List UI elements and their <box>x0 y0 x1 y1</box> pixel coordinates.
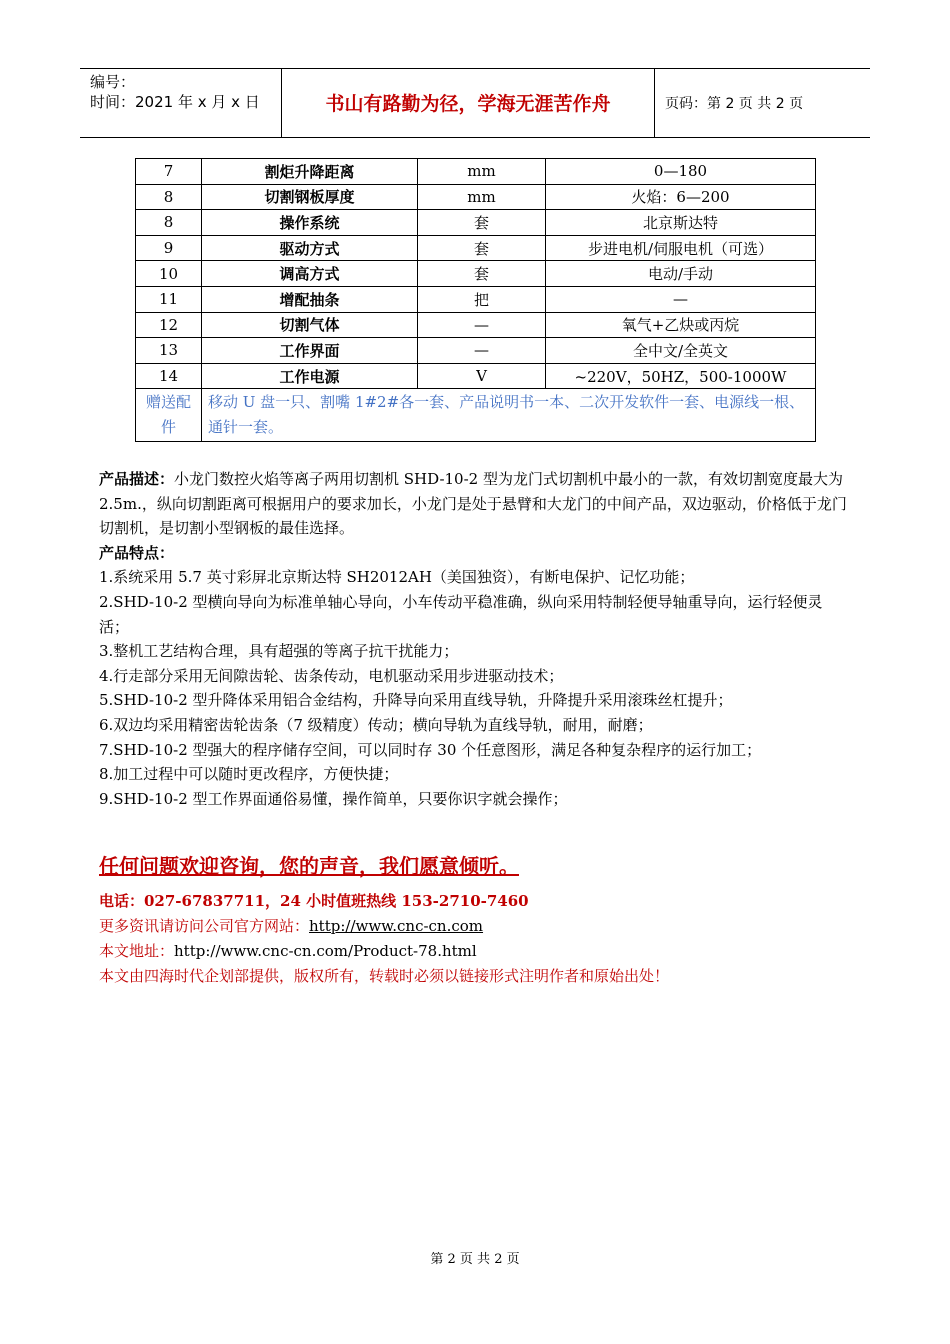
row-name: 调高方式 <box>202 261 418 287</box>
feature-item: 8.加工过程中可以随时更改程序，方便快捷； <box>99 765 399 784</box>
header-meta <box>90 72 260 112</box>
feature-item: 5.SHD-10-2 型升降体采用铝合金结构，升降导向采用直线导轨，升降提升采用滚珠丝杠提升； <box>99 691 733 710</box>
feature-list <box>99 565 849 811</box>
table-row <box>136 159 816 185</box>
website-line <box>99 914 669 939</box>
row-number: 8 <box>136 210 202 236</box>
address-url[interactable]: http://www.cnc-cn.com/Product-78.html <box>174 942 477 960</box>
features-heading: 产品特点： <box>99 543 175 562</box>
table-row <box>136 363 816 389</box>
accessory-text: 移动 U 盘一只、割嘴 1#2#各一套、产品说明书一本、二次开发软件一套、电源线一根、通针一套。 <box>202 389 816 442</box>
feature-item: 2.SHD-10-2 型横向导向为标准单轴心导向，小车传动平稳准确，纵向采用特制轻便导轴重导向，运行轻便灵活； <box>99 592 823 636</box>
feature-item: 4.行走部分采用无间隙齿轮、齿条传动，电机驱动采用步进驱动技术； <box>99 666 564 685</box>
row-unit: mm <box>418 159 546 185</box>
copyright-notice: 本文由四海时代企划部提供，版权所有，转载时必须以链接形式注明作者和原始出处！ <box>99 967 670 985</box>
row-number: 11 <box>136 286 202 312</box>
row-name: 切割钢板厚度 <box>202 184 418 210</box>
accessory-label: 赠送配件 <box>136 389 202 442</box>
accessory-row <box>136 389 816 442</box>
feature-item: 9.SHD-10-2 型工作界面通俗易懂，操作简单，只要你识字就会操作； <box>99 789 568 808</box>
feature-item: 6.双边均采用精密齿轮齿条（7 级精度）传动；横向导轨为直线导轨，耐用，耐磨； <box>99 715 653 734</box>
row-number: 9 <box>136 235 202 261</box>
table-row <box>136 286 816 312</box>
row-value: 0—180 <box>546 159 816 185</box>
contact-block <box>99 889 669 989</box>
row-value: 氧气+乙炔或丙烷 <box>546 312 816 338</box>
document-number: 编号： <box>90 73 136 91</box>
row-unit: mm <box>418 184 546 210</box>
website-prefix: 更多资讯请访问公司官方网站： <box>99 917 310 935</box>
row-value: 全中文/全英文 <box>546 338 816 364</box>
row-number: 12 <box>136 312 202 338</box>
row-name: 驱动方式 <box>202 235 418 261</box>
feature-item: 1.系统采用 5.7 英寸彩屏北京斯达特 SH2012AH（美国独资），有断电保护、记忆功能； <box>99 568 695 587</box>
address-line <box>99 939 669 964</box>
row-name: 增配抽条 <box>202 286 418 312</box>
row-value: 步进电机/伺服电机（可选） <box>546 235 816 261</box>
header-page-info: 页码：第 2 页 共 2 页 <box>665 96 804 112</box>
row-number: 7 <box>136 159 202 185</box>
website-link[interactable]: http://www.cnc-cn.com <box>309 917 484 935</box>
product-description <box>99 467 849 541</box>
product-body <box>99 467 849 811</box>
table-row <box>136 338 816 364</box>
table-row <box>136 210 816 236</box>
row-unit: 套 <box>418 261 546 287</box>
description-label: 产品描述： <box>99 470 175 488</box>
row-value: 北京斯达特 <box>546 210 816 236</box>
row-number: 13 <box>136 338 202 364</box>
table-row <box>136 261 816 287</box>
row-value: — <box>546 286 816 312</box>
spec-table <box>135 158 816 442</box>
page-header <box>80 68 870 138</box>
table-row <box>136 312 816 338</box>
row-unit: V <box>418 363 546 389</box>
description-text: 小龙门数控火焰等离子两用切割机 SHD-10-2 型为龙门式切割机中最小的一款，有效切割宽度最大为 2.5m.，纵向切割距离可根据用户的要求加长，小龙门是处于悬臂和大龙门的中间产品，双边驱动，价格低于龙门切割机，是切割小型钢板的最佳选择。 <box>99 470 847 538</box>
row-name: 操作系统 <box>202 210 418 236</box>
header-motto: 书山有路勤为径，学海无涯苦作舟 <box>325 93 611 115</box>
feature-item: 3.整机工艺结构合理，具有超强的等离子抗干扰能力； <box>99 642 459 661</box>
row-name: 工作界面 <box>202 338 418 364</box>
document-date: 时间：2021 年 x 月 x 日 <box>90 93 260 111</box>
row-number: 10 <box>136 261 202 287</box>
row-unit: 套 <box>418 210 546 236</box>
row-name: 切割气体 <box>202 312 418 338</box>
row-value: 电动/手动 <box>546 261 816 287</box>
row-value: 火焰：6—200 <box>546 184 816 210</box>
inquiry-banner: 任何问题欢迎咨询，您的声音，我们愿意倾听。 <box>99 854 519 878</box>
row-value: ~220V，50HZ，500-1000W <box>546 363 816 389</box>
table-row <box>136 235 816 261</box>
row-number: 8 <box>136 184 202 210</box>
row-unit: — <box>418 338 546 364</box>
contact-phone: 电话：027-67837711，24 小时值班热线 153-2710-7460 <box>99 892 529 910</box>
row-unit: — <box>418 312 546 338</box>
row-unit: 把 <box>418 286 546 312</box>
row-name: 割炬升降距离 <box>202 159 418 185</box>
header-divider <box>654 69 655 137</box>
table-row <box>136 184 816 210</box>
address-prefix: 本文地址： <box>99 942 175 960</box>
row-unit: 套 <box>418 235 546 261</box>
page-footer: 第 2 页 共 2 页 <box>430 1252 520 1267</box>
row-name: 工作电源 <box>202 363 418 389</box>
feature-item: 7.SHD-10-2 型强大的程序储存空间，可以同时存 30 个任意图形，满足各种复杂程序的运行加工； <box>99 740 762 759</box>
row-number: 14 <box>136 363 202 389</box>
